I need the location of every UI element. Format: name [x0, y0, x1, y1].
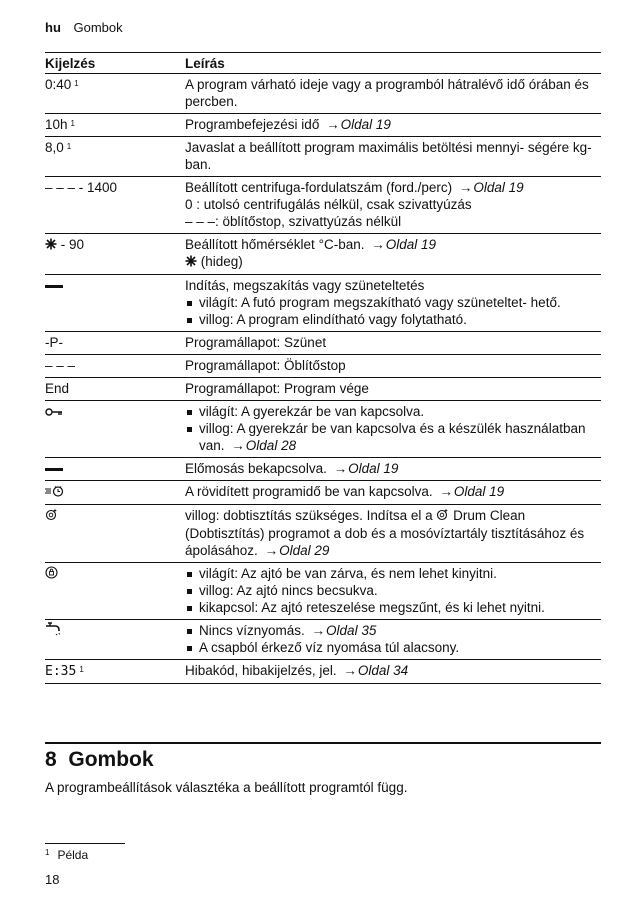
page-link[interactable]: →Oldal 29	[264, 542, 330, 558]
col-display: Kijelzés	[45, 55, 96, 71]
display-value: 10h	[45, 117, 68, 132]
row-description: Programbefejezési idő	[185, 117, 320, 132]
snowflake-icon	[45, 237, 57, 254]
row-description: Programállapot: Program vége	[185, 380, 369, 396]
display-value: – – –	[45, 357, 76, 373]
snowflake-icon	[185, 254, 197, 271]
bullet-item: A csapból érkező víz nyomása túl alacsony.	[185, 639, 601, 656]
child-lock-key-icon	[45, 404, 63, 421]
table-row	[45, 137, 601, 177]
water-tap-icon	[45, 622, 63, 640]
table-row	[45, 275, 601, 332]
table-row	[45, 505, 601, 563]
footnote-ref: 1	[66, 142, 72, 151]
header-section: Gombok	[73, 20, 123, 35]
bullet-item: világít: A futó program megszakítható vagy szüneteltet- hető.	[185, 294, 601, 311]
table-header	[45, 53, 601, 74]
display-value: -P-	[45, 334, 63, 350]
table-row	[45, 378, 601, 401]
row-description: A program várható ideje vagy a programból hátralévő idő órában és percben.	[185, 77, 589, 109]
page-link[interactable]: →Oldal 19	[371, 237, 437, 252]
row-description: Programállapot: Szünet	[185, 334, 327, 350]
start-pause-dash-icon	[45, 285, 63, 288]
row-extra-line: (hideg)	[200, 254, 243, 269]
page-link[interactable]: →Oldal 28	[231, 437, 297, 453]
table-row	[45, 355, 601, 378]
table-row	[45, 620, 601, 660]
section-text: A programbeállítások választéka a beállított programtól függ.	[45, 780, 408, 795]
page-link[interactable]: →Oldal 19	[458, 180, 524, 195]
row-extra-line: 0 : utolsó centrifugálás nélkül, csak szivattyúzás	[185, 197, 472, 212]
page-link[interactable]: →Oldal 34	[343, 662, 409, 678]
row-description: Programállapot: Öblítőstop	[185, 357, 346, 373]
row-description: Beállított centrifuga-fordulatszám (ford./perc)	[185, 180, 453, 195]
page-number: 18	[45, 872, 60, 887]
page-link[interactable]: →Oldal 19	[439, 483, 505, 499]
display-value: End	[45, 380, 70, 396]
footnote	[45, 848, 88, 862]
drum-clean-icon	[436, 508, 449, 525]
drum-clean-icon	[45, 508, 58, 525]
door-lock-icon	[45, 566, 58, 583]
page-header	[45, 20, 123, 35]
table-row	[45, 563, 601, 620]
row-description: Indítás, megszakítás vagy szüneteltetés	[185, 277, 425, 293]
table-row	[45, 114, 601, 137]
table-row	[45, 177, 601, 234]
bullet-item: villog: A program elindítható vagy folytatható.	[185, 311, 601, 328]
row-description: Beállított hőmérséklet °C-ban.	[185, 237, 365, 252]
display-value: 8,0	[45, 140, 64, 155]
row-description: A rövidített programidő be van kapcsolva.	[185, 483, 433, 499]
page-link[interactable]: →Oldal 35	[311, 622, 377, 638]
row-extra-line: – – –: öblítőstop, szivattyúzás nélkül	[185, 214, 402, 229]
row-description: villog: dobtisztítás szükséges. Indítsa el a	[185, 507, 433, 523]
footnote-divider	[45, 843, 125, 844]
footnote-number: 1	[45, 848, 50, 857]
display-value: 0:40	[45, 77, 72, 92]
bullet-item: villog: Az ajtó nincs becsukva.	[185, 582, 601, 599]
footnote-ref: 1	[74, 79, 79, 88]
section-divider	[45, 742, 601, 744]
footnote-text: Példa	[57, 848, 89, 862]
display-value: - 90	[60, 237, 85, 252]
table-row	[45, 74, 601, 114]
table-row	[45, 660, 601, 684]
footnote-ref: 1	[79, 664, 84, 674]
table-row	[45, 401, 601, 458]
row-description: Előmosás bekapcsolva.	[185, 460, 327, 476]
page-link[interactable]: →Oldal 19	[333, 460, 399, 476]
bullet-item: Nincs víznyomás.	[199, 622, 305, 638]
bullet-item: kikapcsol: Az ajtó reteszelése megszűnt, és ki lehet nyitni.	[185, 599, 601, 616]
row-description: Javaslat a beállított program maximális betöltési mennyi- ségére kg-ban.	[185, 140, 592, 172]
footnote-ref: 1	[70, 119, 75, 128]
table-row	[45, 234, 601, 275]
bullet-item: világít: Az ajtó be van zárva, és nem lehet kinyitni.	[185, 565, 601, 582]
language-code: hu	[45, 20, 61, 35]
display-value: – – – - 1400	[45, 180, 118, 195]
speed-clock-icon	[45, 484, 65, 501]
section-title: 8 Gombok	[45, 748, 154, 771]
display-table	[45, 52, 601, 684]
bullet-item: villog: A gyerekzár be van kapcsolva és a készülék használatban van.	[199, 420, 586, 453]
row-description: Hibakód, hibakijelzés, jel.	[185, 662, 337, 678]
row-description: Drum Clean (Dobtisztítás) programot a dob és a mosóvíztartály tisztításához és ápolásához.	[185, 507, 585, 558]
col-description: Leírás	[185, 55, 225, 71]
display-value: E:35	[45, 663, 77, 679]
table-row	[45, 481, 601, 505]
table-row	[45, 458, 601, 481]
prewash-dash-icon	[45, 468, 63, 471]
table-row	[45, 332, 601, 355]
bullet-item: világít: A gyerekzár be van kapcsolva.	[185, 403, 601, 420]
page-link[interactable]: →Oldal 19	[326, 117, 391, 132]
